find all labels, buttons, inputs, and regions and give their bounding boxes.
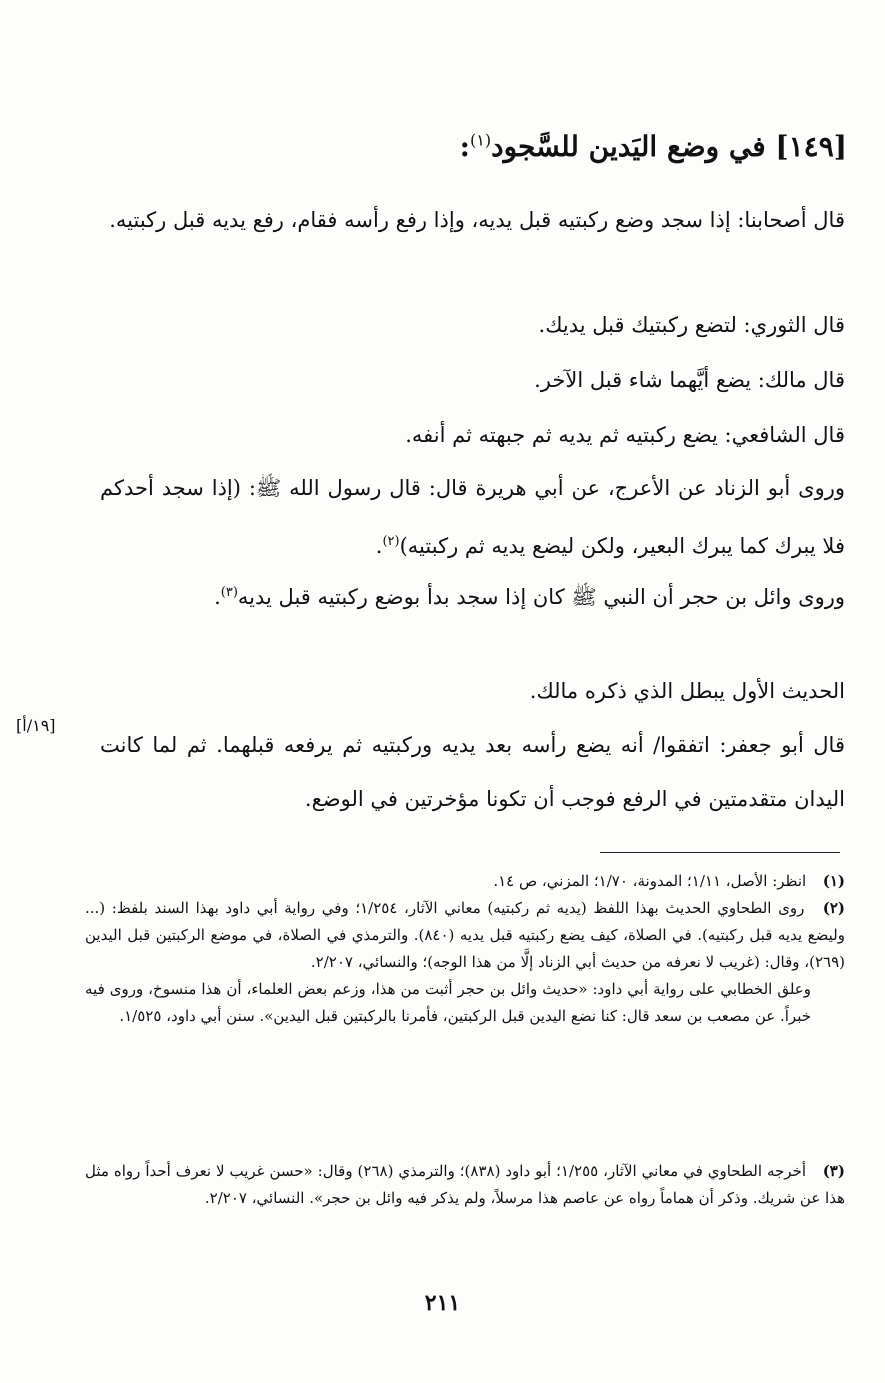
paragraph-text: قال أصحابنا: إذا سجد وضع ركبتيه قبل يديه، وإذا رفع رأسه فقام، رفع يديه قبل ركبتيه. [109,208,845,232]
heading-colon: : [459,130,470,163]
page-number: ٢١١ [424,1290,461,1316]
footnote-ref: (٣) [220,585,238,600]
footnote-number: (٢) [822,899,845,917]
footnote-number: (٣) [822,1162,845,1180]
manuscript-folio-marker: [١٩/أ] [16,716,56,735]
footnote-ref: (١) [470,130,492,150]
paragraph [100,298,845,352]
footnote-text: أخرجه الطحاوي في معاني الآثار، ١/٢٥٥؛ أبو داود (٨٣٨)؛ والترمذي (٢٦٨) وقال: «حسن غريب لا نعرف أحداً رواه مثل هذا عن شريك. وذكر أن هماماً رواه عن عاصم هذا مرسلاً، ولم يذكر فيه وائل بن حجر». النسائي، ٢/٢٠٧. [85,1162,845,1207]
paragraph-text: قال الشافعي: يضع ركبتيه ثم يديه ثم جبهته ثم أنفه. [405,423,845,447]
footnote-text: روى الطحاوي الحديث بهذا اللفظ (يديه ثم ركبتيه) معاني الآثار، ١/٢٥٤؛ وفي رواية أبي داود بهذا السند بلفظ: (... وليضع يديه قبل ركبتيه). في الصلاة، كيف يضع ركبتيه قبل يديه (٨٤٠). والترمذي في الصلاة، في موضع الركبتين قبل اليدين (٢٦٩)، وقال: (غريب لا نعرفه من حديث أبي الزناد إلَّا من هذا الوجه)؛ والنسائي، ٢/٢٠٧. [85,899,845,971]
paragraph-text: قال مالك: يضع أيَّهما شاء قبل الآخر. [534,368,845,392]
footnote-divider [600,852,840,853]
footnote-number: (١) [822,872,845,890]
paragraph-text: قال الثوري: لتضع ركبتيك قبل يديك. [538,313,845,337]
paragraph [100,408,845,462]
footnote-ref: (٢) [382,534,400,549]
footnote [85,895,845,1030]
footnote [85,1158,845,1212]
paragraph-tail: . [214,585,221,609]
footnote-text: وعلق الخطابي على رواية أبي داود: «حديث وائل بن حجر أثبت من هذا، وزعم بعض العلماء، أن هذا منسوخ، وروى فيه خبراً. عن مصعب بن سعد قال: كنا نضع اليدين قبل الركبتين، فأمرنا بالركبتين قبل اليدين». سنن أبي داود، ١/٥٢٥. [85,980,811,1025]
paragraph [100,718,845,826]
paragraph-text: قال أبو جعفر: اتفقوا/ أنه يضع رأسه بعد يديه وركبتيه ثم يرفعه قبلهما. ثم لما كانت اليدان متقدمتين في الرفع فوجب أن تكونا مؤخرتين في الوضع. [100,733,845,811]
paragraph-text: وروى وائل بن حجر أن النبي ﷺ كان إذا سجد بدأ بوضع ركبتيه قبل يديه [237,585,845,609]
paragraph [100,566,845,624]
paragraph [100,664,845,718]
paragraph [100,353,845,407]
footnote-text: انظر: الأصل، ١/١١؛ المدونة، ١/٧٠؛ المزني، ص ١٤. [493,872,807,890]
paragraph-text: وروى أبو الزناد عن الأعرج، عن أبي هريرة قال: قال رسول الله ﷺ: (إذا سجد أحدكم فلا يبرك كما يبرك البعير، ولكن ليضع يديه ثم ركبتيه) [100,476,845,558]
paragraph [100,193,845,247]
section-heading [87,130,847,163]
paragraph [100,461,845,573]
paragraph-text: الحديث الأول يبطل الذي ذكره مالك. [529,679,845,703]
footnote [85,868,845,895]
section-number: [١٤٩] [775,130,847,163]
paragraph-tail: . [375,534,383,558]
section-title: في وضع اليَدين للسَّجود [491,130,766,163]
